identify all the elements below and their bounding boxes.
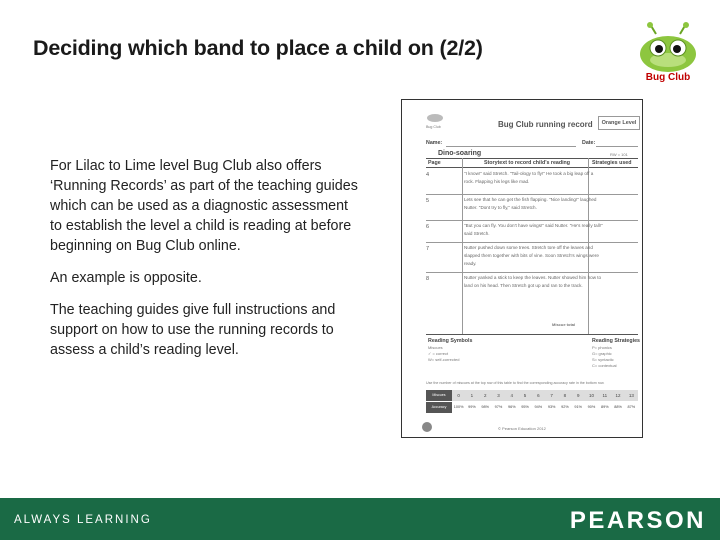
logo-text: Bug Club [645, 72, 691, 83]
footer-tagline: ALWAYS LEARNING [14, 514, 152, 526]
doc-row-text: "But you can fly. You don't have wings!" said Nutter. "He's really tall!" said Stretch. [464, 223, 603, 236]
footer-bar [0, 498, 720, 540]
doc-accuracy-cell: 93% [547, 405, 556, 409]
doc-row-page: 7 [426, 246, 430, 252]
doc-col-story: Storytext to record child's reading [484, 160, 571, 166]
doc-row-text: Lets see that he can get the fish flapping. "Nice landing!" laughed Nutter. "Dont try to fly," said Stretch. [464, 197, 597, 210]
doc-name-line [446, 146, 576, 147]
doc-strategy: G= graphic [592, 351, 612, 356]
body-text [50, 156, 362, 372]
doc-miscue-cell: 7 [550, 393, 553, 398]
doc-symbol: W= self-corrected [428, 357, 460, 362]
doc-header-rule [426, 158, 638, 159]
doc-accuracy-cell: 98% [481, 405, 489, 409]
bug-icon [632, 22, 704, 74]
doc-symbol: ✓ = correct [428, 351, 449, 356]
doc-row-rule [426, 220, 638, 221]
slide-title: Deciding which band to place a child on (2/2) [33, 36, 483, 60]
doc-accuracy-cell: 99% [468, 405, 476, 409]
doc-accuracy-cell: 87% [627, 405, 636, 409]
doc-row-rule [426, 194, 638, 195]
doc-miscue-cell: 9 [576, 393, 580, 398]
doc-subheader-rule [426, 167, 638, 168]
doc-row-text: "I know!" said Stretch. "Tail-ology to fly!" He took a big leap off a rock. Flapping his legs like mad. [464, 171, 594, 184]
doc-symbol: Miscues [428, 345, 443, 350]
doc-note: Use the number of miscues at the top row of this table to find the corresponding accuracy rate in the bottom row. [426, 381, 605, 385]
doc-strategy: C= contextual [592, 363, 617, 368]
doc-row-page: 6 [426, 224, 430, 230]
doc-col-strategies: Strategies used [592, 160, 632, 166]
paragraph-instructions: The teaching guides give full instructions and support on how to use the running records to assess a child’s reading level. [50, 302, 336, 358]
doc-miscue-cell: 11 [602, 393, 608, 398]
doc-row-page: 5 [426, 198, 430, 204]
doc-miscue-cell: 0 [457, 393, 460, 398]
doc-bug-icon [426, 112, 444, 122]
doc-miscue-cell: 5 [523, 393, 527, 398]
doc-col-divider-1 [462, 158, 463, 334]
doc-accuracy-cell: 100% [453, 405, 464, 409]
running-record-document [401, 99, 643, 438]
paragraph-intro: For Lilac to Lime level Bug Club also offers ‘Running Records’ as part of the teaching guides which can be used as a diagnostic assessment to establish the level a child is reading at before beginning on Bug Club online. [50, 158, 358, 254]
doc-row-rule [426, 272, 638, 273]
doc-miscue-cell: 13 [628, 393, 634, 398]
doc-miscue-cell: 3 [497, 393, 500, 398]
page-badge-icon [422, 422, 432, 432]
doc-accuracy-cell: 95% [521, 405, 529, 409]
doc-row-text: Nutter pushed down some trees. Stretch tore off the leaves and slapped them together with bits of vine. Soon Stretch's wings were ready. [464, 245, 599, 266]
bug-club-logo [632, 22, 704, 86]
doc-row-page: 8 [426, 276, 430, 282]
doc-strategy: P= phonics [592, 345, 612, 350]
doc-accuracy-label: Accuracy [431, 405, 447, 409]
doc-accuracy-cell: 92% [561, 405, 569, 409]
doc-date-label: Date: [582, 140, 596, 146]
doc-title: Bug Club running record [498, 120, 593, 129]
doc-miscue-cell: 6 [537, 393, 540, 398]
doc-accuracy-cell: 97% [494, 405, 503, 409]
doc-level: Orange Level [598, 116, 640, 130]
doc-miscue-cell: 12 [615, 393, 621, 398]
doc-copyright: © Pearson Education 2012 [498, 426, 546, 431]
doc-miscue-cell: 4 [510, 393, 514, 398]
doc-miscue-cell: 8 [563, 393, 567, 398]
doc-row-rule [426, 242, 638, 243]
doc-book-title: Dino-soaring [438, 150, 482, 157]
doc-name-label: Name: [426, 140, 443, 146]
doc-accuracy-cell: 88% [614, 405, 622, 409]
pearson-logo: PEARSON [569, 507, 706, 534]
doc-accuracy-cell: 94% [534, 405, 543, 409]
doc-table-bottom-rule [426, 334, 638, 335]
doc-col-page: Page [428, 160, 441, 166]
doc-reading-symbols: Reading Symbols [428, 338, 473, 344]
doc-reading-strategies: Reading Strategies [592, 338, 640, 344]
doc-rw: RW = 101 [610, 152, 628, 157]
doc-accuracy-cell: 96% [507, 405, 516, 409]
doc-miscue-cell: 10 [588, 393, 594, 398]
doc-miscue-label: Miscues [432, 393, 446, 397]
doc-date-line [596, 146, 638, 147]
doc-accuracy-cell: 90% [587, 405, 596, 409]
doc-accuracy-cell: 89% [600, 405, 609, 409]
paragraph-example: An example is opposite. [50, 270, 202, 286]
doc-accuracy-cell: 91% [574, 405, 582, 409]
doc-miscue-total: Miscue total [552, 322, 576, 327]
doc-miscue-cell: 2 [483, 393, 487, 398]
doc-logo-text: Bug Club [426, 125, 441, 129]
doc-accuracy-table [426, 390, 638, 414]
doc-row-page: 4 [426, 172, 430, 178]
doc-row-text: Nutter yanked a stick to keep the leaves. Nutter showed him how to land on his head. Then Stretch got up and ran to the track. [464, 275, 602, 288]
doc-miscue-cell: 1 [470, 393, 474, 398]
doc-strategy: S= syntactic [592, 357, 614, 362]
